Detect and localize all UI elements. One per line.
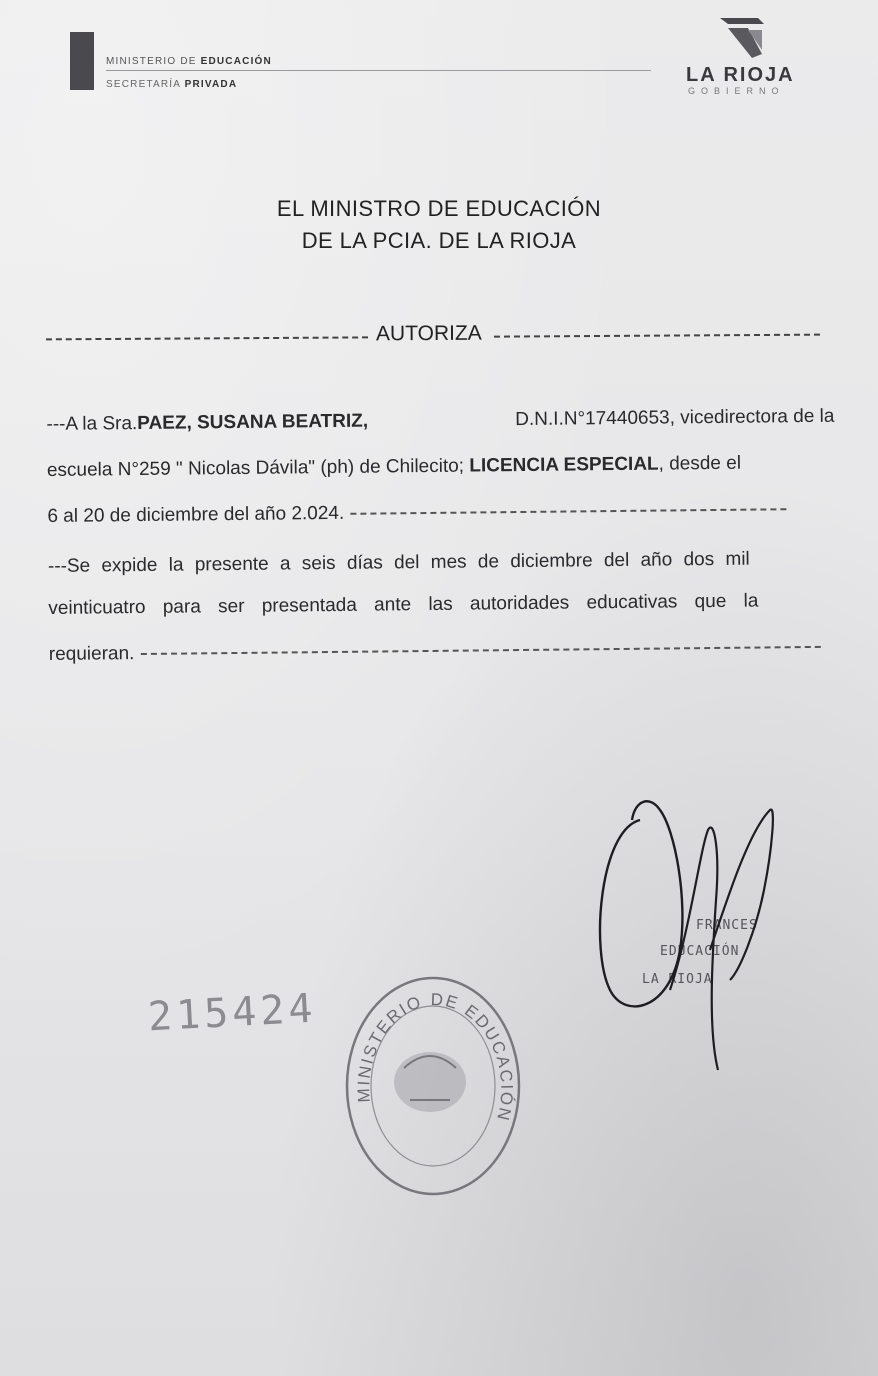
body-line-1-prefix: ---A la Sra.PAEZ, SUSANA BEATRIZ, <box>46 410 369 435</box>
signatory-stamp-line-1: FRANCES <box>696 918 758 933</box>
presentation-statement: veinticuatro para ser presentada ante las autoridades educativas que la <box>48 590 759 619</box>
document-title-line-2: DE LA PCIA. DE LA RIOJA <box>301 228 577 253</box>
employee-name: PAEZ, SUSANA BEATRIZ, <box>137 410 369 435</box>
body-line-5 <box>48 590 836 620</box>
letterhead-secretary-bold: PRIVADA <box>184 79 238 90</box>
issue-statement: ---Se expide la presente a seis días del mes de diciembre del año dos mil <box>47 548 750 577</box>
line-6-fill-dash <box>140 646 820 655</box>
letterhead-ministry-bold: EDUCACIÓN <box>200 56 272 67</box>
body-line-2-end: , desde el <box>658 452 742 475</box>
signatory-stamp-line-2: EDUCACIÓN <box>660 944 740 959</box>
ministry-seal-icon <box>340 972 526 1200</box>
letterhead-ministry-prefix: MINISTERIO DE <box>106 56 197 67</box>
letterhead-bar <box>70 32 94 90</box>
body-line-3 <box>47 498 835 528</box>
closing-word: requieran. <box>48 643 135 665</box>
logo-subtitle: GOBIERNO <box>688 86 785 96</box>
la-rioja-logo <box>686 14 816 100</box>
signature-icon <box>580 790 790 1080</box>
body-line-2-start: escuela N°259 " Nicolas Dávila" (ph) de Chilecito; <box>46 455 465 481</box>
logo-name: LA RIOJA <box>686 64 795 86</box>
body-line-2 <box>47 452 835 482</box>
body-line-4 <box>48 548 836 578</box>
body-line-1 <box>46 406 834 436</box>
body-line-1-rest: D.N.I.N°17440653, vicedirectora de la <box>515 405 835 431</box>
date-range: 6 al 20 de diciembre del año 2.024. <box>47 502 345 527</box>
license-type: LICENCIA ESPECIAL <box>469 453 659 477</box>
autoriza-heading: AUTORIZA <box>375 321 482 346</box>
autoriza-heading-row <box>46 320 820 355</box>
heading-dash-right <box>494 334 820 338</box>
heading-dash-left <box>46 336 368 340</box>
letterhead-rule <box>106 70 651 71</box>
body-line-6 <box>49 636 837 666</box>
folio-number: 215424 <box>146 985 318 1041</box>
la-rioja-logo-icon <box>718 14 766 60</box>
signatory-stamp-line-3: LA RIOJA <box>642 972 713 987</box>
seal-text: MINISTERIO DE EDUCACIÓN <box>353 989 517 1125</box>
letterhead-secretary-prefix: SECRETARÍA <box>106 79 181 90</box>
letterhead-ministry <box>106 56 272 67</box>
line-3-fill-dash <box>350 508 786 515</box>
letterhead-secretary <box>106 79 237 90</box>
document-title-line-1: EL MINISTRO DE EDUCACIÓN <box>276 196 602 221</box>
